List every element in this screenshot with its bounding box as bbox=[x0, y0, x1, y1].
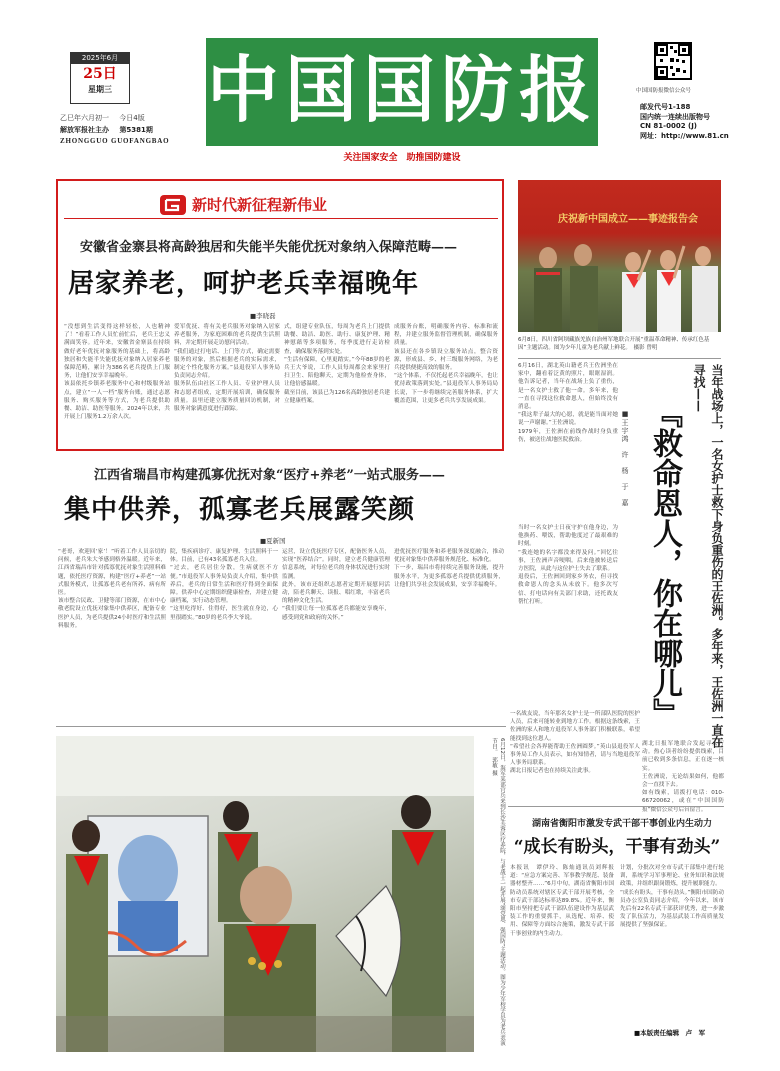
section-logo bbox=[160, 192, 390, 216]
issue-number: 第5381期 bbox=[119, 126, 153, 134]
lunar-date-row bbox=[60, 113, 145, 123]
masthead-title-block bbox=[206, 38, 598, 146]
cn-number: CN 81-0002 (J) bbox=[640, 122, 698, 130]
article-1-subtitle: 安徽省金寨县将高龄独居和失能半失能优抚对象纳入保障范畴—— bbox=[80, 240, 458, 255]
qr-caption: 中国国防报微信公众号 bbox=[636, 88, 692, 94]
article-3-column-3: 一名战友说，当年那名女护士是一所部队医院的医护人员，后来可能转业到地方工作。根据这条线索，王佐洲的家人和地方退役军人事务部门积极联系，希望能找到这位恩人。 “希望社会各界能帮助王佐洲圆梦。”英山县退役军人事务局工作人员表示，如有知情者，请与当地退役军人事务局联系。 湖北日报记者也在持续关注此事。 bbox=[510, 711, 640, 775]
title-pinyin: ZHONGGUO GUOFANGBAO bbox=[60, 137, 170, 145]
article-1-column-2: 爱军优抚、将有关老兵服务对象纳入居家养老服务，为家庭困难的老兵提供生活照料，并定期开展走访慰问活动。 “我们通过打电话、上门等方式，确定需要服务的对象，然后根据老兵的实际需求，制定个性化服务方案。”县退役军人事务局负责同志介绍。 服务队伍由社区工作人员、专业护理人员和志愿者组成，定期开展培训，确保服务质量。县里还建立服务质量回访机制，对服务对象满意度进行跟踪。 bbox=[174, 324, 280, 413]
article-1-column-3: 式，组建专业队伍，每周为老兵上门提供助餐、助洁、助医、助行、康复护理、精神慰藉等多项服务，每季度进行走访检查，确保服务落到实处。 “生活有保障，心里更踏实。”今年88岁的老兵王大爷说，工作人员每周都会来家里打扫卫生、陪他聊天，定期为他检查身体，让他倍感温暖。 截至目前，该县已为126名高龄独居老兵建立健康档案。 bbox=[284, 324, 390, 404]
article-1-column-4: 成服务台账，明确服务内容、标准和流程，并建立服务监督管理机制，确保服务质量。 该县还在各乡镇设立服务站点，整合资源，形成县、乡、村三级服务网络，为老兵提供便捷高效的服务。 “这个体系，不仅托起老兵幸福晚年，也让优待政策落到实处。”县退役军人事务局局长说，下一步将继续完善服务体系，扩大覆盖范围，让更多老兵共享发展成果。 bbox=[394, 324, 498, 404]
photo-veteran bbox=[56, 736, 474, 1052]
article-4-headline: “成长有盼头，干事有劲头” bbox=[513, 837, 721, 857]
article-4-column-2: 计划，分批次对全市专武干部集中进行轮训，系统学习军事理论、业务知识和法规政策，并组织跟岗锻炼，提升履职能力。 “成长有盼头，干事有劲头。”衡阳市国防动员办公室负责同志介绍，今年以来，该市先后有22名专武干部获评优秀，进一步激发了队伍活力，为基层武装工作高质量发展提供了坚强保证。 bbox=[620, 865, 724, 929]
article-4-subtitle: 湖南省衡阳市激发专武干部干事创业内生动力 bbox=[531, 819, 712, 829]
section-logo-icon bbox=[160, 195, 186, 215]
publication-info bbox=[640, 103, 729, 141]
website: 网址：http://www.81.cn bbox=[640, 131, 729, 140]
publisher: 解放军报社主办 bbox=[60, 126, 109, 134]
article-2-column-1: “老哥，欢迎回‘家’！”听着工作人员亲切的问候，老兵朱大爷感到格外温暖。近年来，江西省瑞昌市针对孤寡优抚对象生活照料难题，依托医疗资源，构建“医疗+养老”一站式服务模式，让孤寡老兵老有所养、病有所医。 该市整合民政、卫健等部门资源，在市中心敬老院设立优抚对象集中供养区，配备专业医护人员，为老兵提供24小时医疗和生活照料服务。 bbox=[58, 549, 166, 629]
article-2-column-3: 运营，设立优抚医疗专区，配备医务人员，实现“医养结合”。同时，建立老兵健康管理信息系统，对每位老兵的身体状况进行实时监测。 此外，该市还组织志愿者定期开展慰问活动，陪老兵聊天、读报、唱红歌，丰富老兵的精神文化生活。 “我们要让每一位孤寡老兵都能安享晚年，感受到党和政府的关怀。” bbox=[282, 549, 390, 621]
section-logo-text: 新时代新征程新伟业 bbox=[192, 196, 328, 214]
article-1-headline: 居家养老，呵护老兵幸福晚年 bbox=[68, 269, 420, 299]
article-3-byline: ■王宇鸿 许 杨 于 嘉 bbox=[621, 410, 629, 507]
photo-ceremony bbox=[518, 180, 721, 332]
article-3-column-4: 湖北日报军地联合发起寻人行动。热心读者纷纷提供线索，目前已收到多条信息，正在逐一核实。 王佐洲说，无论结果如何，他都会一直找下去。 如有线索，请拨打电话：010-66720062，或在“中国国防报”微信公众号后台留言。 bbox=[642, 741, 724, 813]
photo-ceremony-caption: 6月8日，四川省阿坝藏族羌族自治州军地联合开展“重温革命精神、传承红色基因”主题活动。图为少年儿童为老兵献上鲜花。 摄影 曾明 bbox=[518, 337, 710, 351]
date-day: 25日 bbox=[83, 66, 117, 82]
article-2-headline: 集中供养，孤寡老兵展露笑颜 bbox=[64, 495, 416, 525]
article-3-subtitle: 当年战场上，一名女护士救下身负重伤的王佐洲。多年来，王佐洲一直在寻找—— bbox=[692, 364, 724, 748]
masthead-slogan: 关注国家安全 助推国防建设 bbox=[343, 153, 461, 163]
date-year-month: 2025年6月 bbox=[71, 53, 129, 64]
article-4-column-1: 本报讯 谭伊玲、陈灿通讯员刘辉报道：“应急方案完善、军事教学规范、装备器材整齐……”6月中旬，湖南省衡阳市国防动员系统对辖区专武干部开展考核，全市专武干部达标率达89.8%。近年来，衡阳市坚持把专武干部队伍建设作为基层武装工作的重要抓手，从选配、培养、使用、保障等方面综合施策，激发专武干部干事创业的内生动力。 bbox=[510, 865, 614, 937]
article-2-column-4: 进优抚医疗服务和养老服务深度融合，推动优抚对象集中供养服务规范化、标准化。 下一步，瑞昌市将持续完善服务设施，提升服务水平，为更多孤寡老兵提供优质服务，让他们共享社会发展成果，安享幸福晚年。 bbox=[394, 549, 504, 588]
section-divider bbox=[64, 218, 498, 219]
divider bbox=[508, 806, 724, 807]
divider bbox=[56, 726, 506, 727]
date-box bbox=[70, 52, 130, 104]
article-2-subtitle: 江西省瑞昌市构建孤寡优抚对象“医疗+养老”一站式服务—— bbox=[94, 468, 445, 483]
lunar-date: 乙巳年六月初一 bbox=[60, 114, 109, 122]
article-2-byline: ■夏新国 bbox=[260, 537, 286, 545]
article-3-column-2: 当时一名女护士日夜守护在他身边，为他换药、喂饭，帮助他度过了最艰难的时刻。 “我连她的名字都没来得及问。”回忆往事，王佐洲声音哽咽。后来他被转送后方医院，从此与这位护士失去了联系。 退役后，王佐洲回到家乡务农，但寻找救命恩人的念头从未放下。他多次写信、打电话向有关部门求助，还托战友帮忙打听。 bbox=[518, 525, 618, 605]
photo-banner-text: 庆祝新中国成立——事迹报告会 bbox=[558, 214, 698, 225]
divider bbox=[518, 358, 721, 359]
article-2-column-2: 院，集疾病诊疗、康复护理、生活照料于一体。目前，已有43名孤寡老兵入住。 “过去，老兵居住分散，生病就医不方便。”市退役军人事务局负责人介绍，集中供养后，老兵的日常生活和医疗得到全面保障。供养中心定期组织健康检查，并建立健康档案，实行动态管理。 “这里吃得好、住得好，医生就在身边，心里很踏实。”80岁的老兵李大爷说。 bbox=[170, 549, 278, 621]
postal-code: 邮发代号1-188 bbox=[640, 103, 691, 111]
date-weekday: 星期三 bbox=[88, 85, 112, 94]
qr-code-icon bbox=[654, 42, 692, 80]
publisher-row bbox=[60, 125, 153, 135]
photo-veteran-caption: 6月12日，海军某部官兵来到长沙芙蓉区疗养院，与老战士一起开展“颂党恩、强国防”主题活动。图为少年军校学员为老兵表演节目。 郭敏 摄 bbox=[491, 738, 505, 1046]
article-3-column-1: 6月16日，湖北英山籍老兵王佐洲坐在家中，翻看着泛黄的照片，眼眶湿润。他告诉记者，当年在战场上负了重伤，是一名女护士救了他一命。多年来，他一直在寻找这位救命恩人，但始终没有消息。 “我这辈子最大的心愿，就是能当面对她说一声谢谢。”王佐洲说。 1979年，王佐洲在前线作战时身负重伤，被送往战地医院救治。 bbox=[518, 363, 618, 443]
editor-credit: ■本版责任编辑 卢 军 bbox=[634, 1029, 706, 1037]
article-1-column-1: “没想到生活变得这样轻松，人也精神了！”看着工作人员忙前忙后，老兵王忠义满面笑容。近年来，安徽省金寨县在持续做好老年优抚对象服务的基础上，将高龄独居和失能半失能优抚对象纳入居家养老保障范畴，累计为386名老兵提供上门服务，让他们安享幸福晚年。 该县依托乡镇养老服务中心和村级服务站点，建立“一人一档”服务台账，通过志愿服务、购买服务等方式，为老兵提供助餐、助洁、助医等服务。2024年以来，共开展上门服务1.2万余人次。 bbox=[64, 324, 170, 421]
page-count: 今日4版 bbox=[119, 114, 145, 122]
article-1-byline: ■李晓磊 bbox=[250, 312, 276, 320]
masthead-title: 中国国防报 bbox=[206, 47, 597, 132]
cn-label: 国内统一连续出版物号 bbox=[640, 112, 710, 121]
article-3-headline: 『救命恩人，你在哪儿』 bbox=[647, 398, 682, 728]
